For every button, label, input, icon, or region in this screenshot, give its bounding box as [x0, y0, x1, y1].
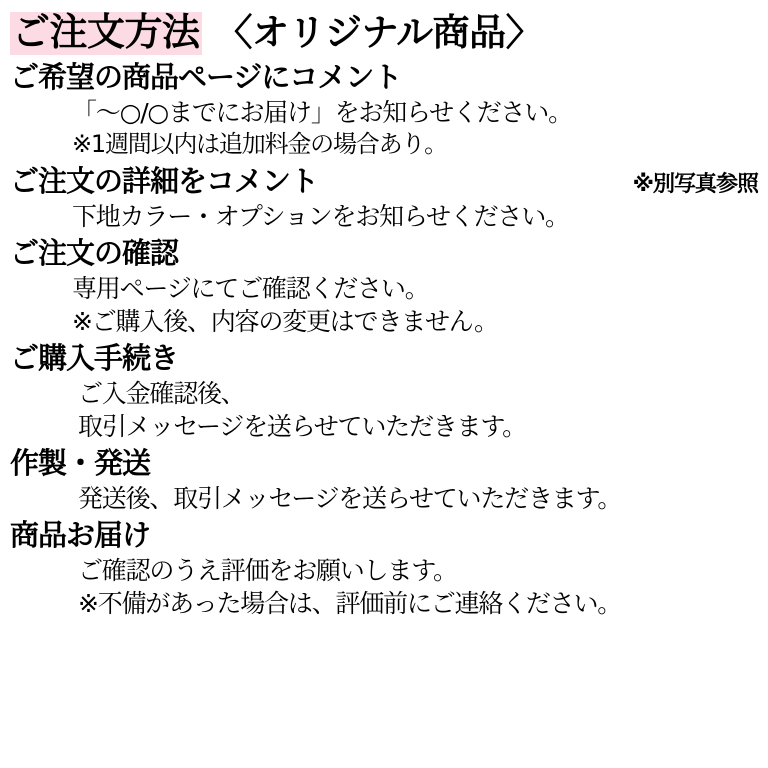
section-line: 下地カラー・オプションをお知らせください。 [72, 201, 569, 231]
section-step-1 [10, 59, 762, 161]
page-title-main: ご注文方法 [12, 10, 200, 54]
section-note: ※別写真参照 [632, 171, 758, 197]
section-heading-row [10, 517, 762, 554]
section-heading-row [10, 445, 762, 482]
section-heading-row [10, 340, 762, 377]
section-line: 「〜○/○までにお届け」をお知らせください。 [72, 98, 572, 127]
section-heading: 商品お届け [10, 518, 151, 553]
section-line: ご入金確認後、 [78, 379, 245, 408]
section-line: ご確認のうえ評価をお願いします。 [78, 556, 457, 586]
section-body [10, 554, 762, 620]
section-heading-row [10, 235, 762, 272]
section-line: ※不備があった場合は、評価前にご連絡ください。 [78, 589, 622, 619]
section-step-5 [10, 445, 762, 515]
section-line: 発送後、取引メッセージを送らせていただきます。 [78, 484, 622, 514]
section-heading: ご希望の商品ページにコメント [10, 59, 402, 94]
section-heading-row [10, 59, 762, 96]
section-line: ※ご購入後、内容の変更はできません。 [72, 306, 498, 336]
section-step-2 [10, 163, 762, 233]
section-body [10, 200, 762, 233]
section-line: 取引メッセージを送らせていただきます。 [78, 412, 526, 441]
section-heading: ご注文の確認 [10, 235, 179, 270]
section-line: ※1週間以内は追加料金の場合あり。 [72, 130, 447, 158]
page-title-sub: 〈オリジナル商品〉 [215, 11, 543, 54]
section-body [10, 96, 762, 161]
section-step-4 [10, 340, 762, 443]
section-line: 専用ページにてご確認ください。 [72, 273, 429, 303]
section-heading-row [10, 163, 762, 200]
section-heading: 作製・発送 [10, 446, 151, 480]
section-heading: ご注文の詳細をコメント [10, 163, 319, 198]
section-body [10, 272, 762, 338]
section-body [10, 482, 762, 515]
section-body [10, 377, 762, 443]
section-step-6 [10, 517, 762, 620]
section-step-3 [10, 235, 762, 338]
section-heading: ご購入手続き [10, 340, 179, 375]
page-title [10, 12, 762, 55]
